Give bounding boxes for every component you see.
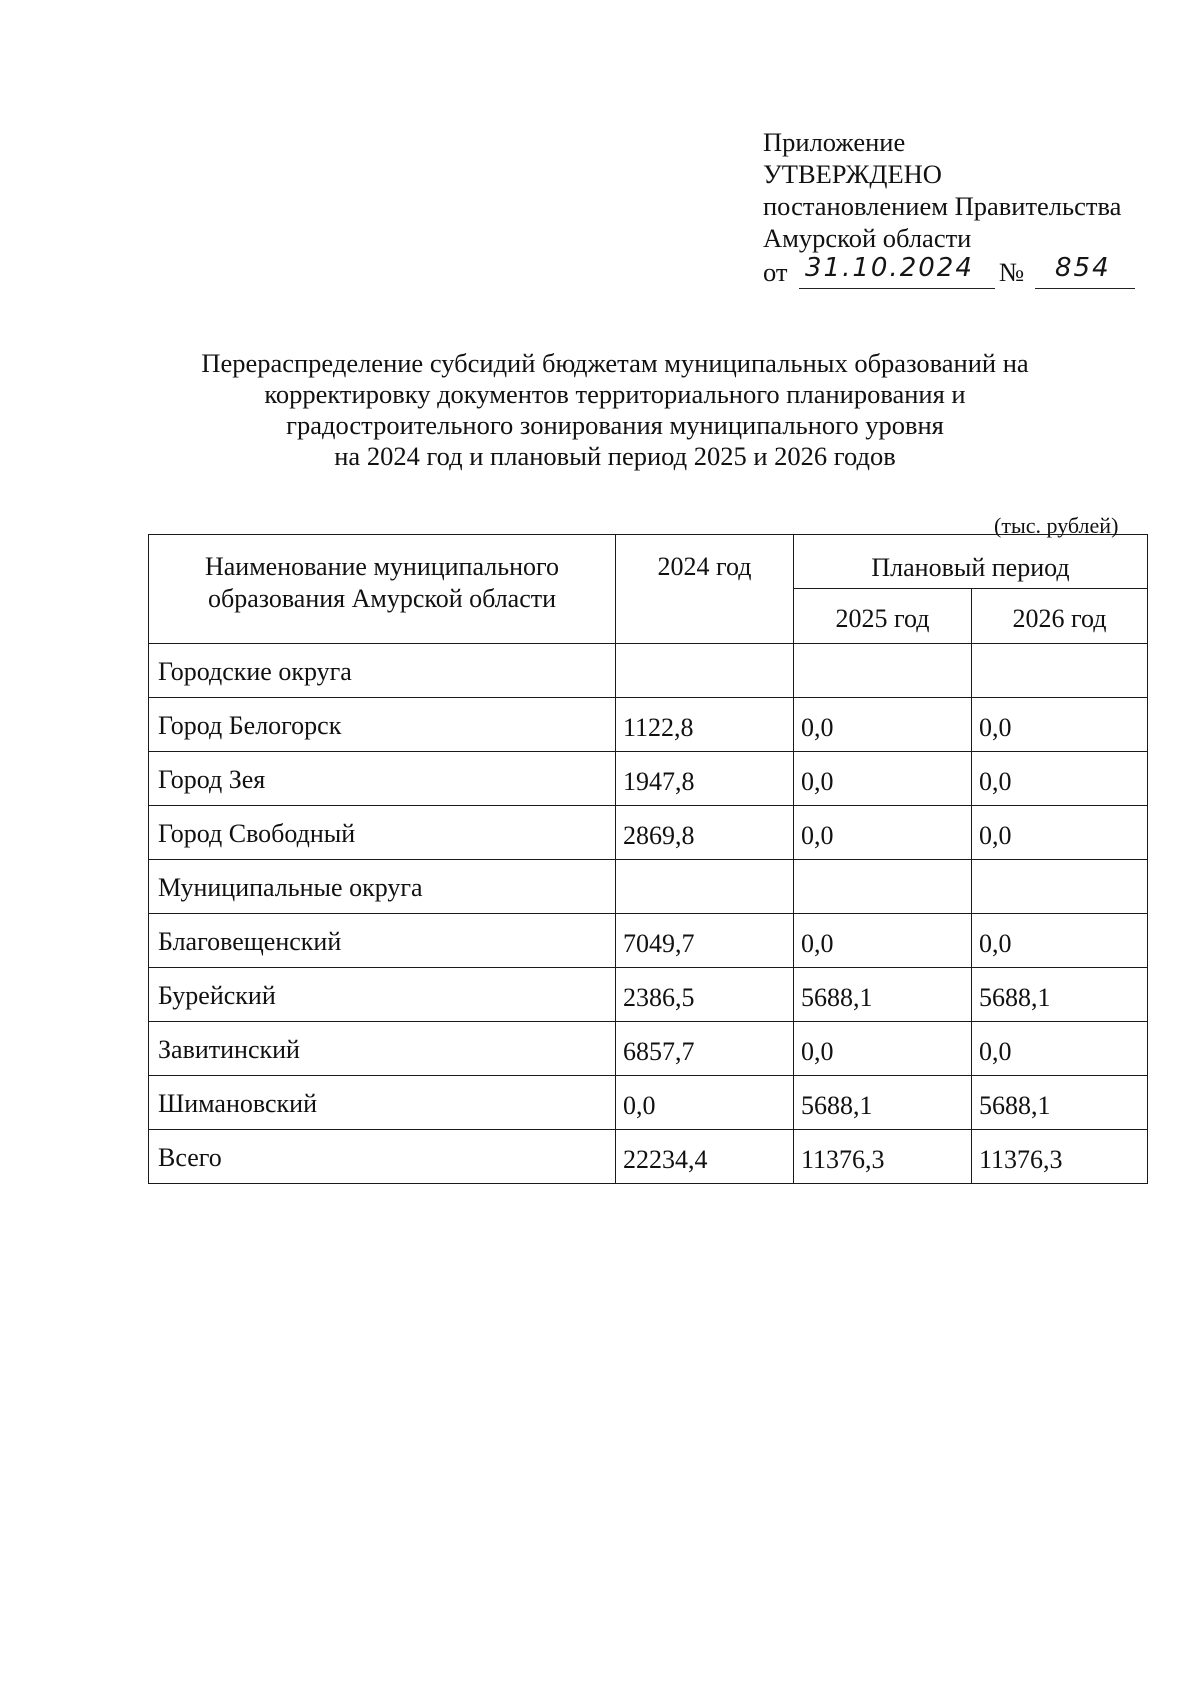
subsidy-table <box>148 534 1148 1184</box>
table-row <box>149 1076 1148 1130</box>
row-2024: 1122,8 <box>616 698 794 752</box>
row-2026: 0,0 <box>972 806 1148 860</box>
date-number-line <box>763 253 1121 292</box>
row-name: Город Зея <box>149 752 616 806</box>
row-2026: 0,0 <box>972 752 1148 806</box>
row-2026 <box>972 860 1148 914</box>
row-2025: 0,0 <box>794 752 972 806</box>
row-2024: 1947,8 <box>616 752 794 806</box>
row-name: Всего <box>149 1130 616 1184</box>
handwritten-number: 854 <box>1055 253 1111 283</box>
row-name: Бурейский <box>149 968 616 1022</box>
header-2024: 2024 год <box>616 535 794 644</box>
number-underline <box>1035 288 1135 289</box>
row-2025 <box>794 860 972 914</box>
region-label: Амурской области <box>763 223 972 253</box>
table-row <box>149 806 1148 860</box>
table-row <box>149 968 1148 1022</box>
table-row <box>149 698 1148 752</box>
row-2025: 5688,1 <box>794 968 972 1022</box>
row-2025: 0,0 <box>794 806 972 860</box>
header-plan-period: Плановый период <box>794 535 1148 589</box>
row-2024: 22234,4 <box>616 1130 794 1184</box>
row-2024 <box>616 644 794 698</box>
approval-block <box>763 126 1121 292</box>
handwritten-date: 31.10.2024 <box>805 253 974 283</box>
date-underline <box>799 288 995 289</box>
table-row <box>149 644 1148 698</box>
table-row <box>149 860 1148 914</box>
date-prefix: от <box>763 257 788 287</box>
title-line-2: корректировку документов территориального планирования и <box>264 379 966 409</box>
table-row <box>149 1022 1148 1076</box>
title-line-4: на 2024 год и плановый период 2025 и 2026 годов <box>334 441 896 471</box>
document-title <box>150 348 1080 472</box>
number-sign: № <box>999 257 1025 287</box>
title-line-1: Перераспределение субсидий бюджетам муниципальных образований на <box>201 348 1029 378</box>
title-line-3: градостроительного зонирования муниципального уровня <box>286 410 944 440</box>
header-2025: 2025 год <box>794 589 972 644</box>
row-name: Город Белогорск <box>149 698 616 752</box>
row-2024: 7049,7 <box>616 914 794 968</box>
row-2025: 0,0 <box>794 914 972 968</box>
row-name: Городские округа <box>149 644 616 698</box>
row-2026: 5688,1 <box>972 968 1148 1022</box>
row-2026 <box>972 644 1148 698</box>
row-2026: 5688,1 <box>972 1076 1148 1130</box>
row-2024: 6857,7 <box>616 1022 794 1076</box>
row-2025 <box>794 644 972 698</box>
appendix-label: Приложение <box>763 127 906 157</box>
row-name: Город Свободный <box>149 806 616 860</box>
row-name: Шимановский <box>149 1076 616 1130</box>
table-row <box>149 752 1148 806</box>
row-2024: 2386,5 <box>616 968 794 1022</box>
row-2026: 11376,3 <box>972 1130 1148 1184</box>
row-2026: 0,0 <box>972 698 1148 752</box>
row-2025: 0,0 <box>794 698 972 752</box>
row-2024: 0,0 <box>616 1076 794 1130</box>
resolution-label: постановлением Правительства <box>763 191 1122 221</box>
row-name: Завитинский <box>149 1022 616 1076</box>
row-name: Муниципальные округа <box>149 860 616 914</box>
table-row-total <box>149 1130 1148 1184</box>
row-2024 <box>616 860 794 914</box>
row-2025: 5688,1 <box>794 1076 972 1130</box>
row-2025: 11376,3 <box>794 1130 972 1184</box>
table-row <box>149 914 1148 968</box>
units-label: (тыс. рублей) <box>994 513 1119 538</box>
row-name: Благовещенский <box>149 914 616 968</box>
row-2025: 0,0 <box>794 1022 972 1076</box>
header-2026: 2026 год <box>972 589 1148 644</box>
header-municipality: Наименование муниципального образования Амурской области <box>149 535 616 644</box>
approved-label: УТВЕРЖДЕНО <box>763 159 942 189</box>
row-2024: 2869,8 <box>616 806 794 860</box>
row-2026: 0,0 <box>972 914 1148 968</box>
row-2026: 0,0 <box>972 1022 1148 1076</box>
